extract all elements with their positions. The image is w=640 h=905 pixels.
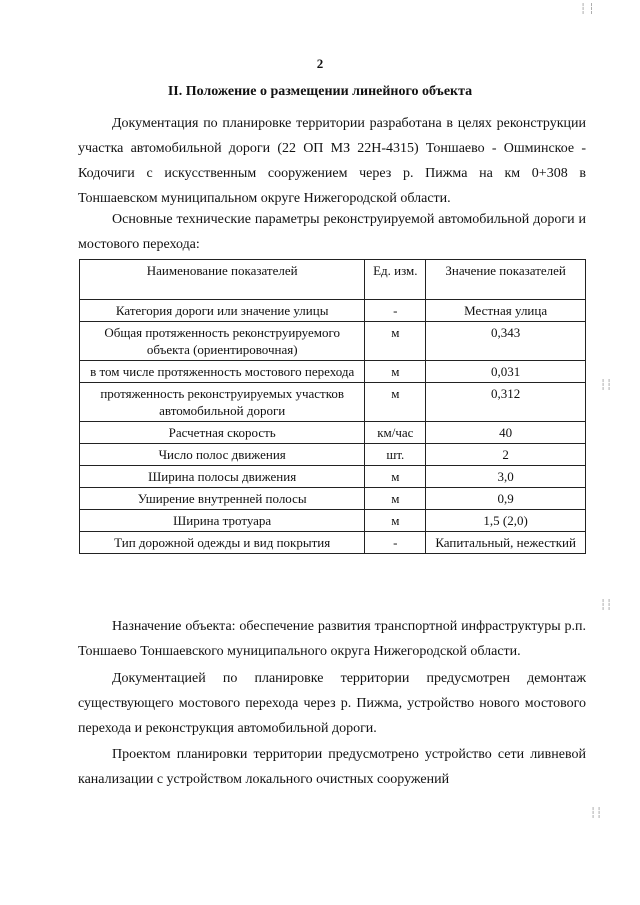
cell-value: 0,031 [426, 361, 586, 383]
cell-value: 0,343 [426, 322, 586, 361]
page-number: 2 [316, 56, 324, 71]
parameters-table [79, 259, 586, 554]
table-row [80, 466, 586, 488]
cell-indicator: Общая протяженность реконструируемого объекта (ориентировочная) [80, 322, 365, 361]
demolition-paragraph: Документацией по планировке территории предусмотрен демонтаж существующего мостового перехода через р. Пижма, устройство нового мостового перехода и реконструкция автомобильной дороги. [78, 671, 586, 736]
header-indicator-name: Наименование показателей [80, 260, 365, 300]
scan-artifact: ┆┆ [600, 380, 613, 391]
cell-indicator: Категория дороги или значение улицы [80, 300, 365, 322]
purpose-paragraph: Назначение объекта: обеспечение развития транспортной инфраструктуры р.п. Тоншаево Тоншаевского муниципального округа Нижегородской области. [78, 619, 586, 659]
cell-unit: м [365, 322, 426, 361]
cell-indicator: Расчетная скорость [80, 422, 365, 444]
cell-value: 2 [426, 444, 586, 466]
cell-indicator: Ширина тротуара [80, 510, 365, 532]
cell-indicator: Тип дорожной одежды и вид покрытия [80, 532, 365, 554]
table-row [80, 510, 586, 532]
cell-value: Местная улица [426, 300, 586, 322]
cell-value: 3,0 [426, 466, 586, 488]
table-row [80, 361, 586, 383]
cell-unit: м [365, 361, 426, 383]
cell-value: 1,5 (2,0) [426, 510, 586, 532]
intro-paragraph: Документация по планировке территории разработана в целях реконструкции участка автомобильной дороги (22 ОП МЗ 22Н-4315) Тоншаево - Ошминское - Кодочиги с искусственным сооружением через р. Пижма на км 0+308 в Тоншаевском муниципальном округе Нижегородской области. [78, 116, 586, 206]
cell-indicator: Число полос движения [80, 444, 365, 466]
cell-indicator: в том числе протяженность мостового перехода [80, 361, 365, 383]
table-row [80, 444, 586, 466]
cell-unit: м [365, 510, 426, 532]
table-row [80, 322, 586, 361]
cell-unit: м [365, 383, 426, 422]
cell-value: 0,9 [426, 488, 586, 510]
scan-artifact: ┆ ┆ [580, 4, 595, 15]
cell-value: Капитальный, нежесткий [426, 532, 586, 554]
section-title: II. Положение о размещении линейного объекта [167, 84, 473, 99]
table-row [80, 532, 586, 554]
scan-artifact: ┆┆ [600, 600, 613, 611]
table-row [80, 300, 586, 322]
table-row [80, 488, 586, 510]
cell-indicator: Ширина полосы движения [80, 466, 365, 488]
header-unit: Ед. изм. [365, 260, 426, 300]
cell-value: 40 [426, 422, 586, 444]
table-row [80, 383, 586, 422]
table-row [80, 422, 586, 444]
drainage-paragraph: Проектом планировки территории предусмотрено устройство сети ливневой канализации с устройством локального очистных сооружений [78, 747, 586, 787]
params-intro-paragraph: Основные технические параметры реконструируемой автомобильной дороги и мостового перехода: [78, 212, 586, 252]
cell-value: 0,312 [426, 383, 586, 422]
cell-unit: - [365, 300, 426, 322]
cell-indicator: протяженность реконструируемых участков автомобильной дороги [80, 383, 365, 422]
cell-unit: м [365, 466, 426, 488]
cell-unit: м [365, 488, 426, 510]
cell-unit: км/час [365, 422, 426, 444]
cell-indicator: Уширение внутренней полосы [80, 488, 365, 510]
cell-unit: - [365, 532, 426, 554]
table-header-row [80, 260, 586, 300]
scan-artifact: ┆┆ [590, 808, 603, 819]
header-value: Значение показателей [426, 260, 586, 300]
cell-unit: шт. [365, 444, 426, 466]
